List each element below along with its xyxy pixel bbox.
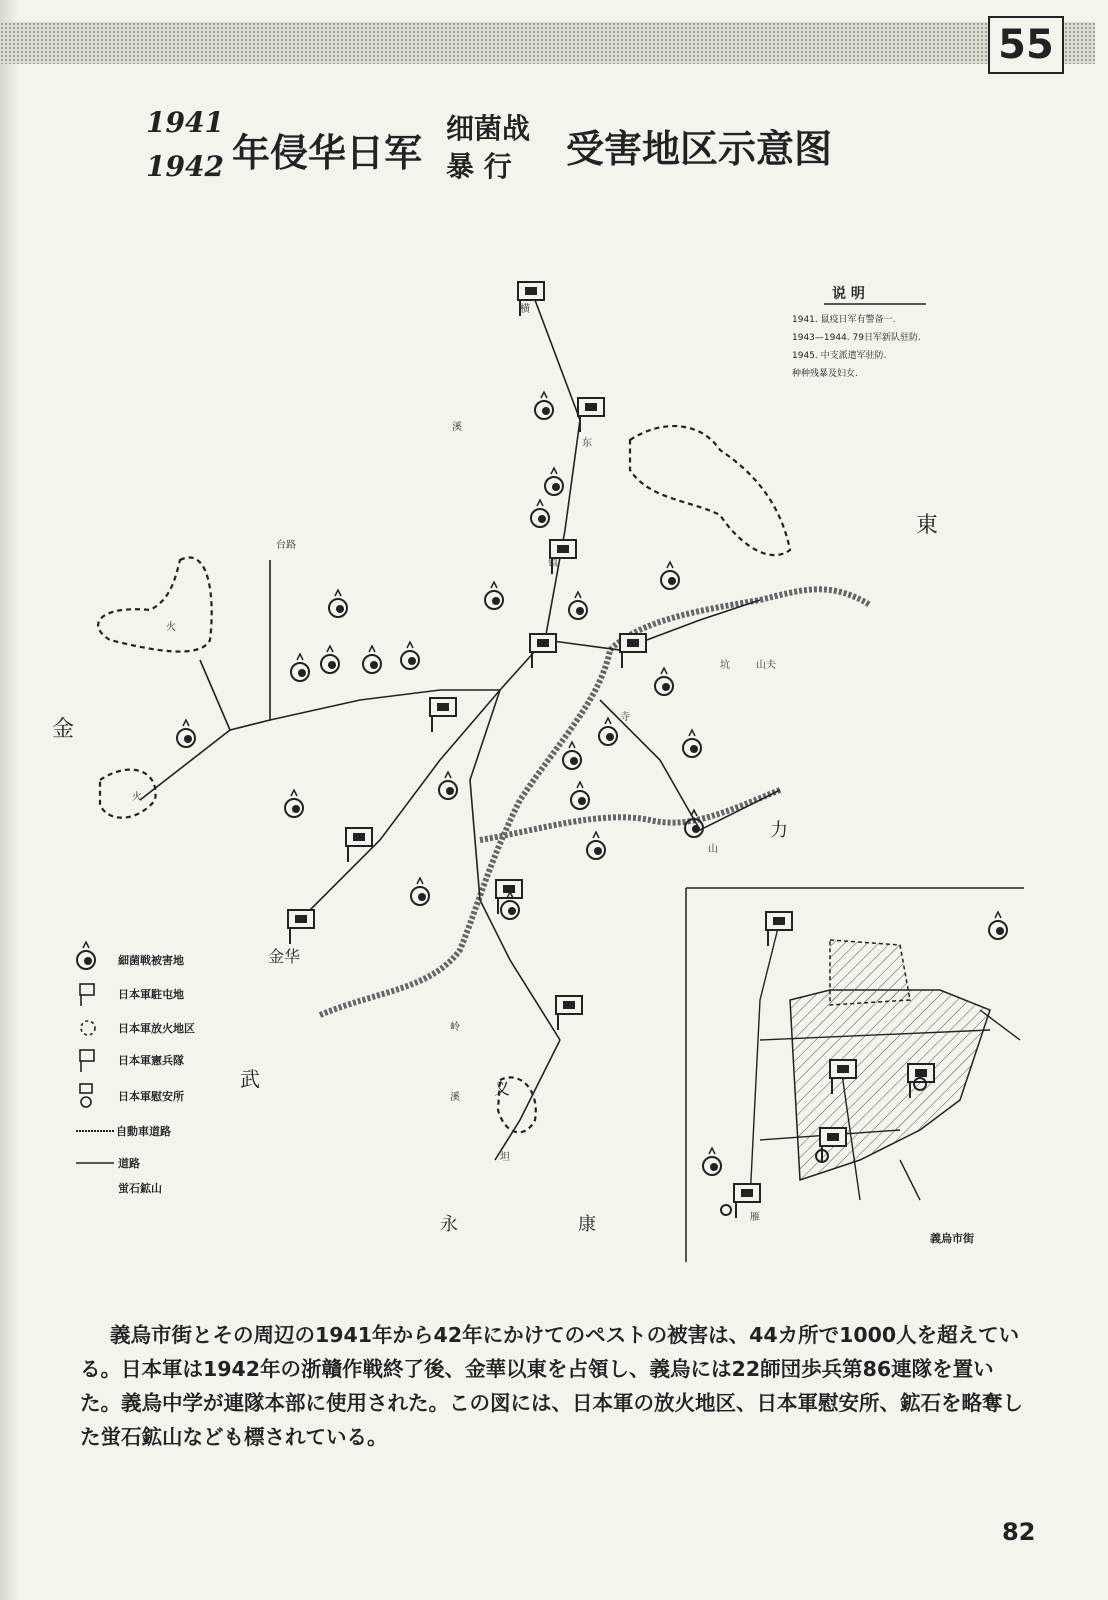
east-label: 東 bbox=[916, 513, 939, 538]
title-main: 年侵华日军 bbox=[232, 130, 423, 175]
garrison-markers bbox=[288, 282, 646, 1030]
note-heading: 说 明 bbox=[832, 286, 865, 302]
inset-label: 義烏市街 bbox=[930, 1232, 974, 1245]
west-label: 金 bbox=[52, 717, 75, 742]
svg-text:岭: 岭 bbox=[450, 1022, 460, 1033]
svg-text:山夫: 山夫 bbox=[756, 660, 776, 671]
map-caption: 義烏市街とその周辺の1941年から42年にかけてのペストの被害は、44カ所で1000人を超えている。日本軍は1942年の浙贛作戦終了後、金華以東を占領し、義烏には22師団歩兵第86連隊を置いた。義烏中学が連隊本部に使用された。この図には、日本軍の放火地区、日本軍慰安所、鉱石を略奪した蛍石鉱山なども標されている。 bbox=[80, 1323, 1023, 1449]
title-year-1941: 1941 bbox=[146, 106, 224, 139]
svg-text:細菌戦被害地: 細菌戦被害地 bbox=[118, 954, 184, 967]
military-police-icon bbox=[80, 1050, 94, 1061]
svg-text:山: 山 bbox=[708, 844, 718, 855]
svg-text:溪: 溪 bbox=[450, 1092, 460, 1103]
legend-road bbox=[76, 1156, 140, 1170]
legend-motor-road bbox=[76, 1124, 171, 1138]
svg-text:自動車道路: 自動車道路 bbox=[116, 1125, 171, 1138]
svg-text:东: 东 bbox=[582, 438, 592, 449]
svg-text:横: 横 bbox=[520, 304, 530, 315]
bottom-left-label: 义 bbox=[494, 1079, 511, 1098]
title-stack-top: 细菌战 bbox=[446, 112, 531, 145]
map-title bbox=[146, 106, 832, 183]
svg-text:火: 火 bbox=[132, 792, 142, 803]
place-name-glyphs bbox=[132, 302, 776, 1223]
note-line-1: 1941. 鼠疫日军有警备一. bbox=[792, 315, 896, 325]
title-tail: 受害地区示意图 bbox=[566, 126, 833, 171]
legend-comfort-station bbox=[80, 1084, 184, 1107]
chapter-number-badge: 55 bbox=[988, 16, 1064, 74]
legend-fluorite-mine bbox=[118, 1181, 162, 1195]
south-left-label: 永 bbox=[440, 1214, 458, 1235]
svg-text:台路: 台路 bbox=[276, 540, 296, 551]
svg-text:日本軍放火地区: 日本軍放火地区 bbox=[118, 1022, 195, 1035]
legend-germ-warfare bbox=[77, 942, 184, 969]
svg-text:日本軍慰安所: 日本軍慰安所 bbox=[118, 1090, 184, 1103]
inset-map bbox=[686, 888, 1024, 1262]
right-mid-label: 力 bbox=[770, 820, 788, 841]
comfort-station-icon bbox=[80, 1084, 92, 1093]
note-line-2: 1943—1944. 79日军新队驻防. bbox=[792, 333, 921, 343]
svg-text:坑: 坑 bbox=[720, 660, 730, 671]
svg-text:镇: 镇 bbox=[548, 558, 558, 569]
jinhua-label: 金华 bbox=[268, 947, 301, 966]
south-right-label: 康 bbox=[578, 1214, 596, 1235]
page-number: 82 bbox=[1002, 1518, 1036, 1546]
svg-text:雁: 雁 bbox=[750, 1212, 760, 1223]
legend-arson bbox=[81, 1021, 195, 1035]
svg-text:日本軍駐屯地: 日本軍駐屯地 bbox=[118, 988, 184, 1001]
arson-area-icon bbox=[81, 1021, 95, 1035]
note-line-3: 1945. 中支派遣军驻防. bbox=[792, 351, 887, 361]
svg-text:日本軍憲兵隊: 日本軍憲兵隊 bbox=[118, 1054, 184, 1067]
svg-text:寺: 寺 bbox=[620, 712, 630, 723]
svg-text:蛍石鉱山: 蛍石鉱山 bbox=[118, 1182, 162, 1195]
legend-garrison bbox=[80, 984, 184, 1006]
svg-text:火: 火 bbox=[166, 622, 176, 633]
germ-warfare-icon bbox=[77, 942, 95, 969]
map-note bbox=[792, 285, 926, 379]
map-legend bbox=[76, 942, 195, 1195]
wu-label: 武 bbox=[240, 1067, 260, 1091]
garrison-flag-icon bbox=[80, 984, 94, 995]
svg-text:道路: 道路 bbox=[118, 1157, 140, 1170]
note-line-4: 种种残暴及妇女. bbox=[792, 369, 858, 379]
svg-text:溪: 溪 bbox=[452, 422, 462, 433]
legend-military-police bbox=[80, 1050, 184, 1072]
svg-text:坦: 坦 bbox=[500, 1152, 510, 1163]
title-stack-bottom: 暴 行 bbox=[446, 150, 512, 183]
rivers bbox=[320, 589, 870, 1015]
title-year-1942: 1942 bbox=[146, 150, 224, 183]
